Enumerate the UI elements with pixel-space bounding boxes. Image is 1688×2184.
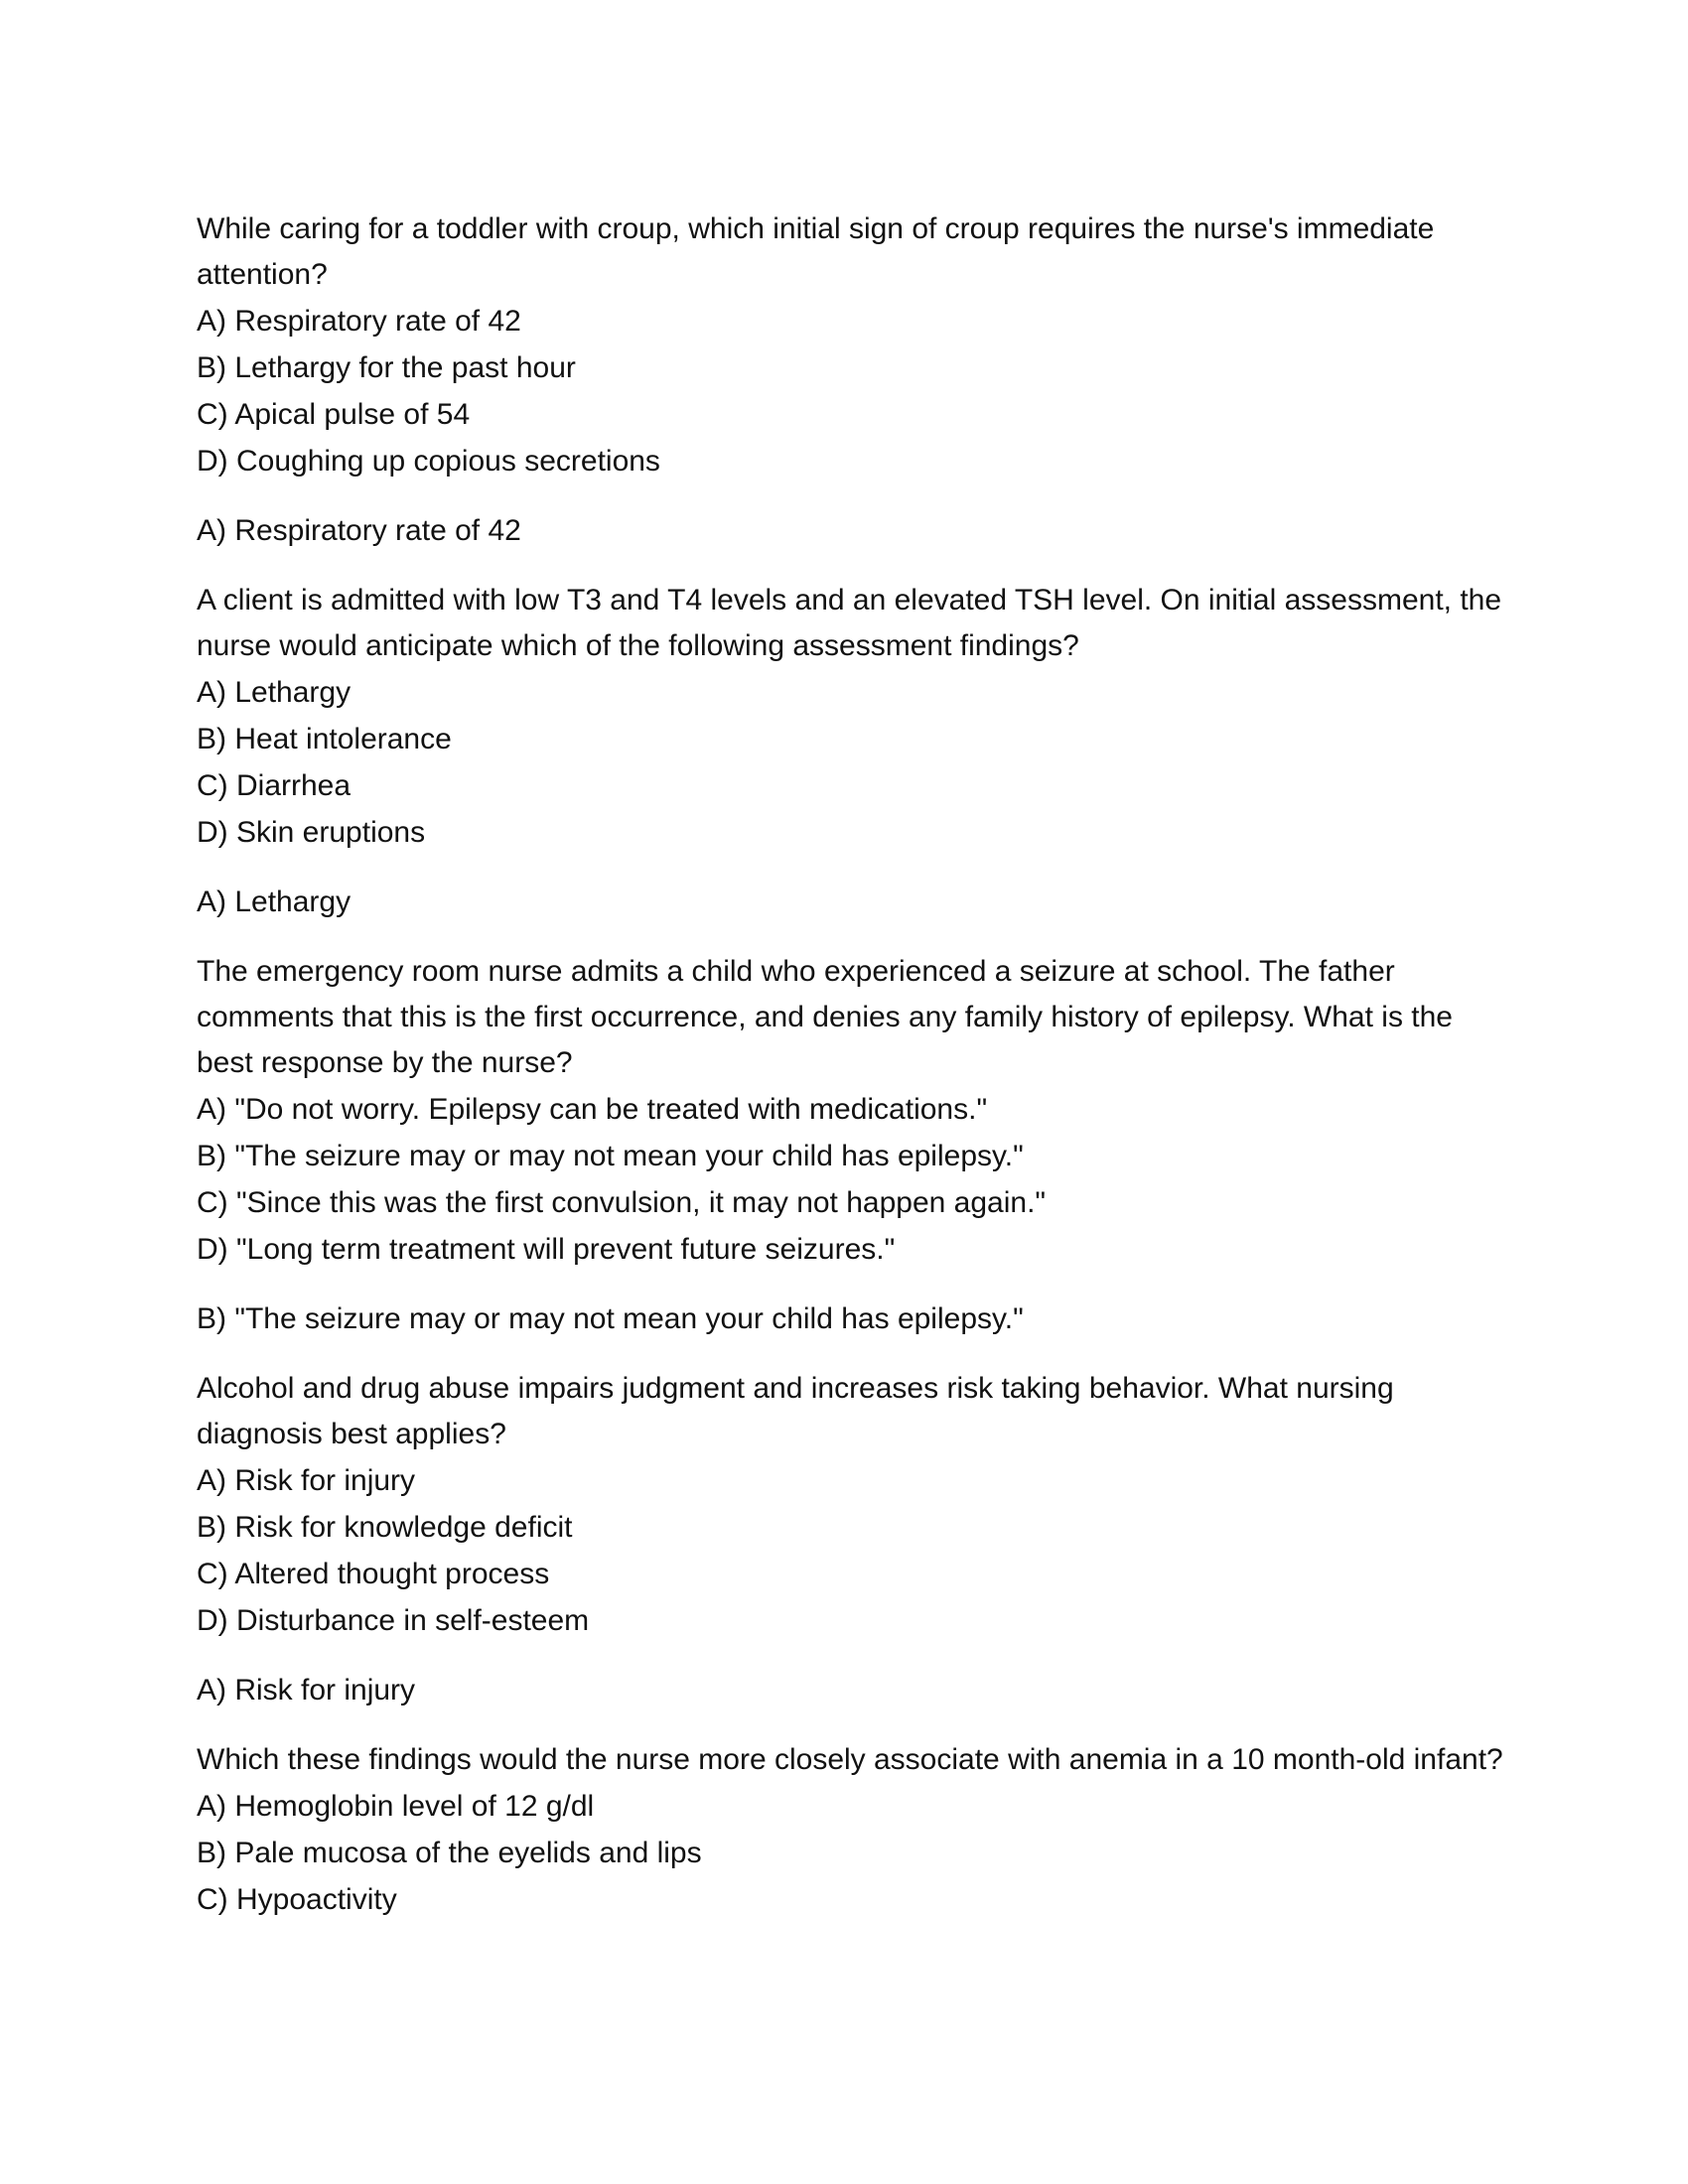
answer-text: B) "The seizure may or may not mean your child has epilepsy." (197, 1302, 1024, 1335)
answer-text: A) Respiratory rate of 42 (197, 514, 521, 547)
option-b: B) Heat intolerance (197, 723, 452, 755)
option-list (197, 1457, 1507, 1644)
option-a: A) Hemoglobin level of 12 g/dl (197, 1790, 595, 1823)
option-d: D) "Long term treatment will prevent future seizures." (197, 1233, 896, 1266)
option-d: D) Skin eruptions (197, 816, 426, 849)
question-block-1 (197, 206, 1507, 554)
option-d: D) Coughing up copious secretions (197, 445, 660, 478)
option-c: C) "Since this was the first convulsion, it may not happen again." (197, 1186, 1047, 1219)
option-b: B) "The seizure may or may not mean your child has epilepsy." (197, 1140, 1024, 1172)
option-b: B) Lethargy for the past hour (197, 351, 576, 384)
option-b: B) Risk for knowledge deficit (197, 1511, 573, 1544)
option-c: C) Apical pulse of 54 (197, 398, 471, 431)
option-c: C) Hypoactivity (197, 1883, 397, 1916)
option-a: A) Risk for injury (197, 1464, 416, 1497)
option-list (197, 1086, 1507, 1273)
question-text: Alcohol and drug abuse impairs judgment and increases risk taking behavior. What nursing diagnosis best applies? (197, 1372, 1394, 1450)
option-b: B) Pale mucosa of the eyelids and lips (197, 1837, 702, 1869)
option-c: C) Altered thought process (197, 1558, 550, 1590)
document-page (197, 206, 1507, 1947)
question-text: While caring for a toddler with croup, which initial sign of croup requires the nurse's immediate attention? (197, 212, 1435, 291)
option-d: D) Disturbance in self-esteem (197, 1604, 590, 1637)
option-a: A) Respiratory rate of 42 (197, 305, 521, 338)
question-text: The emergency room nurse admits a child who experienced a seizure at school. The father comments that this is the first occurrence, and denies any family history of epilepsy. What is the best response by the nurse? (197, 955, 1453, 1079)
option-list (197, 669, 1507, 856)
question-block-4 (197, 1366, 1507, 1713)
option-list (197, 1783, 1507, 1923)
option-a: A) "Do not worry. Epilepsy can be treated with medications." (197, 1093, 988, 1126)
question-block-2 (197, 578, 1507, 925)
option-a: A) Lethargy (197, 676, 352, 709)
question-block-5 (197, 1737, 1507, 1923)
question-block-3 (197, 949, 1507, 1342)
question-text: A client is admitted with low T3 and T4 levels and an elevated TSH level. On initial assessment, the nurse would anticipate which of the following assessment findings? (197, 584, 1502, 662)
answer-text: A) Risk for injury (197, 1674, 416, 1706)
answer-text: A) Lethargy (197, 886, 352, 918)
option-c: C) Diarrhea (197, 769, 352, 802)
option-list (197, 298, 1507, 484)
question-text: Which these findings would the nurse more closely associate with anemia in a 10 month-old infant? (197, 1743, 1503, 1776)
